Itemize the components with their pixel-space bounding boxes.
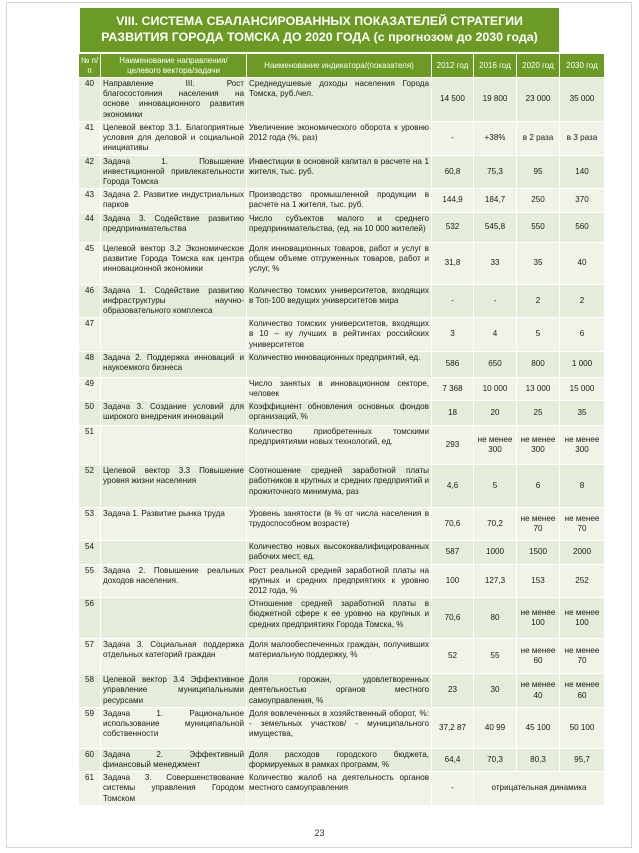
row-indicator: Количество инновационных предприятий, ед.: [247, 351, 432, 377]
value-2030: не менее 300: [560, 426, 605, 465]
row-direction: Целевой вектор 3.3 Повышение уровня жизни населения: [101, 465, 247, 508]
row-indicator: Рост реальной средней заработной платы на крупных и средних предприятиях к уровню 2012 года, %: [247, 564, 432, 598]
row-number: 43: [79, 189, 101, 212]
value-2016: 33: [474, 242, 517, 284]
row-indicator: Количество жалоб на деятельность органов местного самоуправления: [247, 772, 432, 806]
value-2030: 140: [560, 155, 605, 189]
row-number: 54: [79, 541, 101, 564]
value-2030: 1 000: [560, 351, 605, 377]
value-2012: 144,9: [432, 189, 474, 212]
value-2012: -: [432, 772, 474, 806]
value-2016-2030-merged: отрицательная динамика: [474, 772, 605, 806]
row-indicator: Инвестиции в основной капитал в расчете на 1 жителя, тыс. руб.: [247, 155, 432, 189]
value-2016: +38%: [474, 122, 517, 156]
row-direction: Целевой вектор 3.2 Экономическое развитие Города Томска как центра инновационной экономики: [101, 242, 247, 284]
value-2030: 15 000: [560, 377, 605, 400]
table-row: [79, 541, 605, 564]
row-indicator: Количество томских университетов, входящих в 10 – ку лучших в рейтингах российских университетов: [247, 318, 432, 352]
table-row: [79, 639, 605, 674]
row-number: 56: [79, 598, 101, 639]
col-header-2012: 2012 год: [432, 54, 474, 78]
row-direction: Задача 3. Совершенствование системы управления Городом Томском: [101, 772, 247, 806]
row-indicator: Доля горожан, удовлетворенных деятельностью органов местного самоуправления, %: [247, 674, 432, 708]
row-indicator: Количество новых высококвалифицированных рабочих мест, ед.: [247, 541, 432, 564]
value-2016: 75,3: [474, 155, 517, 189]
value-2020: 250: [517, 189, 560, 212]
table-row: [79, 189, 605, 212]
value-2012: 37,2 87: [432, 707, 474, 748]
row-direction: [101, 598, 247, 639]
row-number: 47: [79, 318, 101, 352]
value-2016: не менее 300: [474, 426, 517, 465]
row-indicator: Уровень занятости (в % от числа населения в трудоспособном возрасте): [247, 508, 432, 541]
row-indicator: Коэффициент обновления основных фондов организаций, %: [247, 401, 432, 426]
row-indicator: Доля малообеспеченных граждан, получивших материальную поддержку, %: [247, 639, 432, 674]
value-2016: -: [474, 284, 517, 318]
row-direction: Задача 1. Развитие рынка труда: [101, 508, 247, 541]
row-number: 53: [79, 508, 101, 541]
value-2012: 64,4: [432, 748, 474, 771]
table-row: [79, 78, 605, 122]
row-number: 44: [79, 212, 101, 242]
value-2030: 560: [560, 212, 605, 242]
value-2016: 19 800: [474, 78, 517, 122]
value-2020: 1500: [517, 541, 560, 564]
value-2016: 55: [474, 639, 517, 674]
row-number: 45: [79, 242, 101, 284]
value-2016: 184,7: [474, 189, 517, 212]
value-2016: 4: [474, 318, 517, 352]
row-direction: [101, 541, 247, 564]
table-row: [79, 212, 605, 242]
value-2030: 252: [560, 564, 605, 598]
row-direction: Задача 1. Повышение инвестиционной привлекательности Города Томска: [101, 155, 247, 189]
col-header-2016: 2016 год: [474, 54, 517, 78]
table-row: [79, 318, 605, 352]
value-2012: 7 368: [432, 377, 474, 400]
value-2020: не менее 300: [517, 426, 560, 465]
row-number: 57: [79, 639, 101, 674]
table-row: [79, 155, 605, 189]
value-2012: 60,8: [432, 155, 474, 189]
value-2016: 5: [474, 465, 517, 508]
value-2030: 40: [560, 242, 605, 284]
table-row: [79, 351, 605, 377]
row-number: 52: [79, 465, 101, 508]
value-2016: 650: [474, 351, 517, 377]
value-2012: 18: [432, 401, 474, 426]
table-row: [79, 377, 605, 400]
value-2012: 532: [432, 212, 474, 242]
table-row: [79, 772, 605, 806]
value-2012: 587: [432, 541, 474, 564]
table-row: [79, 426, 605, 465]
row-number: 42: [79, 155, 101, 189]
page-number: 23: [314, 828, 325, 838]
value-2016: 70,3: [474, 748, 517, 771]
value-2030: 2: [560, 284, 605, 318]
section-header: [80, 8, 559, 52]
value-2016: 545,8: [474, 212, 517, 242]
value-2012: 23: [432, 674, 474, 708]
value-2012: 3: [432, 318, 474, 352]
row-indicator: Число занятых в инновационном секторе, человек: [247, 377, 432, 400]
value-2012: 70,6: [432, 508, 474, 541]
value-2030: не менее 60: [560, 674, 605, 708]
value-2016: 70,2: [474, 508, 517, 541]
row-direction: [101, 318, 247, 352]
row-number: 41: [79, 122, 101, 156]
value-2016: 80: [474, 598, 517, 639]
table-row: [79, 748, 605, 771]
table-row: [79, 284, 605, 318]
row-number: 50: [79, 401, 101, 426]
value-2012: 100: [432, 564, 474, 598]
value-2020: 153: [517, 564, 560, 598]
row-indicator: Число субъектов малого и среднего предпринимательства, (ед. на 10 000 жителей): [247, 212, 432, 242]
row-indicator: Доля расходов городского бюджета, формируемых в рамках программ, %: [247, 748, 432, 771]
row-direction: Задача 2. Поддержка инноваций и наукоемкого бизнеса: [101, 351, 247, 377]
header-title-line2-wrap: [80, 29, 559, 45]
value-2020: 95: [517, 155, 560, 189]
row-direction: Задача 3. Содействие развитию предпринимательства: [101, 212, 247, 242]
value-2012: 293: [432, 426, 474, 465]
row-number: 60: [79, 748, 101, 771]
value-2016: 30: [474, 674, 517, 708]
row-indicator: Количество томских университетов, входящих в Топ-100 ведущих университетов мира: [247, 284, 432, 318]
value-2020: в 2 раза: [517, 122, 560, 156]
table-row: [79, 508, 605, 541]
col-header-indicator: Наименование индикатора/(показателя): [247, 54, 432, 78]
row-indicator: Производство промышленной продукции в расчете на 1 жителя, тыс. руб.: [247, 189, 432, 212]
header-title-suffix: (с прогнозом до 2030 года): [373, 30, 538, 44]
table-row: [79, 598, 605, 639]
value-2020: 13 000: [517, 377, 560, 400]
value-2030: не менее 100: [560, 598, 605, 639]
row-indicator: Доля вовлеченных в хозяйственный оборот, %: - земельных участков/ - муниципального имущества,: [247, 707, 432, 748]
value-2030: 35: [560, 401, 605, 426]
value-2020: 2: [517, 284, 560, 318]
header-title-line1: VIII. СИСТЕМА СБАЛАНСИРОВАННЫХ ПОКАЗАТЕЛЕЙ СТРАТЕГИИ: [116, 14, 523, 28]
col-header-num: № п/п: [79, 54, 101, 78]
row-direction: [101, 377, 247, 400]
row-indicator: Количество приобретенных томскими предприятиями новых технологий, ед.: [247, 426, 432, 465]
row-number: 61: [79, 772, 101, 806]
table-row: [79, 242, 605, 284]
value-2020: 80,3: [517, 748, 560, 771]
value-2012: 70,6: [432, 598, 474, 639]
row-indicator: Увеличение экономического оборота к уровню 2012 года (%, раз): [247, 122, 432, 156]
value-2012: 4,6: [432, 465, 474, 508]
row-direction: Задача 1. Рациональное использование муниципальной собственности: [101, 707, 247, 748]
row-number: 46: [79, 284, 101, 318]
row-number: 51: [79, 426, 101, 465]
header-title-line2: РАЗВИТИЯ ГОРОДА ТОМСКА ДО 2020 ГОДА: [101, 30, 371, 44]
row-direction: Задача 3. Создание условий для широкого внедрения инноваций: [101, 401, 247, 426]
row-number: 40: [79, 78, 101, 122]
table-header-row: [79, 54, 605, 78]
value-2016: 40 99: [474, 707, 517, 748]
row-direction: Задача 2. Развитие индустриальных парков: [101, 189, 247, 212]
value-2012: 31,8: [432, 242, 474, 284]
value-2030: 95,7: [560, 748, 605, 771]
indicators-table: [78, 53, 605, 806]
value-2020: 45 100: [517, 707, 560, 748]
table-row: [79, 564, 605, 598]
value-2020: не менее 40: [517, 674, 560, 708]
value-2030: 370: [560, 189, 605, 212]
value-2030: не менее 70: [560, 639, 605, 674]
row-direction: [101, 426, 247, 465]
row-number: 48: [79, 351, 101, 377]
value-2012: 14 500: [432, 78, 474, 122]
value-2020: 25: [517, 401, 560, 426]
value-2020: 5: [517, 318, 560, 352]
row-number: 59: [79, 707, 101, 748]
row-number: 49: [79, 377, 101, 400]
value-2030: в 3 раза: [560, 122, 605, 156]
value-2012: -: [432, 284, 474, 318]
col-header-direction: Наименование направления/ целевого вектора/задачи: [101, 54, 247, 78]
value-2012: -: [432, 122, 474, 156]
value-2016: 20: [474, 401, 517, 426]
row-direction: Целевой вектор 3.4 Эффективное управление муниципальными ресурсами: [101, 674, 247, 708]
row-indicator: Соотношение средней заработной платы работников в крупных и средних предприятий и прожиточного минимума, раз: [247, 465, 432, 508]
value-2030: 6: [560, 318, 605, 352]
value-2030: 2000: [560, 541, 605, 564]
value-2030: 8: [560, 465, 605, 508]
value-2020: 6: [517, 465, 560, 508]
row-number: 58: [79, 674, 101, 708]
value-2020: 800: [517, 351, 560, 377]
value-2012: 586: [432, 351, 474, 377]
row-indicator: Отношение средней заработной платы в бюджетной сфере к ее уровню на крупных и средних предприятиях Города Томска, %: [247, 598, 432, 639]
value-2016: 1000: [474, 541, 517, 564]
value-2020: 35: [517, 242, 560, 284]
row-direction: Задача 2. Повышение реальных доходов населения.: [101, 564, 247, 598]
value-2020: не менее 70: [517, 508, 560, 541]
value-2016: 127,3: [474, 564, 517, 598]
row-direction: Целевой вектор 3.1. Благоприятные условия для деловой и социальной инициативы: [101, 122, 247, 156]
value-2016: 10 000: [474, 377, 517, 400]
value-2030: 50 100: [560, 707, 605, 748]
value-2030: не менее 70: [560, 508, 605, 541]
row-number: 55: [79, 564, 101, 598]
value-2020: не менее 100: [517, 598, 560, 639]
table-row: [79, 707, 605, 748]
table-body: [79, 78, 605, 806]
row-direction: Задача 3. Социальная поддержка отдельных категорий граждан: [101, 639, 247, 674]
row-direction: Задача 2. Эффективный финансовый менеджмент: [101, 748, 247, 771]
value-2012: 52: [432, 639, 474, 674]
row-direction: Задача 1. Содействие развитию инфраструктуры научно-образовательного комплекса: [101, 284, 247, 318]
value-2020: 550: [517, 212, 560, 242]
row-indicator: Среднедушевые доходы населения Города Томска, руб./чел.: [247, 78, 432, 122]
table-row: [79, 465, 605, 508]
col-header-2030: 2030 год: [560, 54, 605, 78]
table-row: [79, 674, 605, 708]
table-row: [79, 122, 605, 156]
table-row: [79, 401, 605, 426]
row-indicator: Доля инновационных товаров, работ и услуг в общем объеме отгруженных товаров, работ и услуг, %: [247, 242, 432, 284]
row-direction: Направление III. Рост благосостояния населения на основе инновационного развития экономики: [101, 78, 247, 122]
value-2020: не менее 60: [517, 639, 560, 674]
col-header-2020: 2020 год: [517, 54, 560, 78]
value-2030: 35 000: [560, 78, 605, 122]
value-2020: 23 000: [517, 78, 560, 122]
